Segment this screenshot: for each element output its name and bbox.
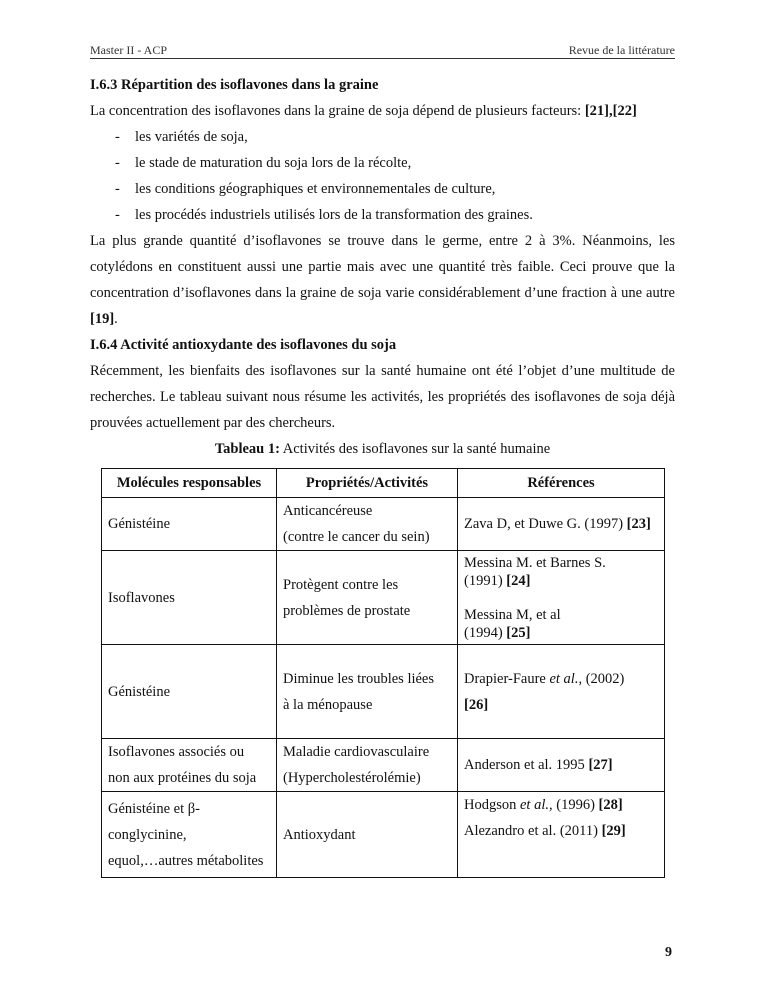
research-paragraph: Récemment, les bienfaits des isoflavones sur la santé humaine ont été l’objet d’une multitude de recherches. Le tableau suivant nous résume les activités, les propriétés des isoflavones de soja déjà prouvées actuellement par des chercheurs. <box>90 363 675 431</box>
section-heading-164: I.6.4 Activité antioxydante des isoflavones du soja <box>90 337 397 353</box>
reference-cell: Messina M. et Barnes S. (1991) [24] Messina M, et al (1994) [25] <box>458 551 665 645</box>
molecule-cell: Isoflavones associés ou non aux protéines du soja <box>102 739 277 792</box>
page-content <box>90 72 675 462</box>
column-header: Molécules responsables <box>102 469 277 498</box>
header-left: Master II - ACP <box>90 43 167 57</box>
list-item: - les variétés de soja, <box>90 124 675 150</box>
germ-paragraph: La plus grande quantité d’isoflavones se trouve dans le germe, entre 2 à 3%. Néanmoins, les cotylédons en constituent aussi une partie mais avec une quantité très faible. Ceci prouve que la concentration d’isoflavones dans la graine de soja varie considérablement d’une fraction à une autre [19]. <box>90 233 675 327</box>
factor-list <box>90 124 675 228</box>
intro-refs: [21],[22] <box>584 103 637 119</box>
molecule-cell: Génistéine <box>102 645 277 739</box>
list-item: - le stade de maturation du soja lors de la récolte, <box>90 150 675 176</box>
property-cell: Antioxydant <box>277 792 458 878</box>
list-item: - les procédés industriels utilisés lors de la transformation des graines. <box>90 202 675 228</box>
list-item: - les conditions géographiques et environnementales de culture, <box>90 176 675 202</box>
property-cell: Diminue les troubles liées à la ménopause <box>277 645 458 739</box>
reference-cell: Anderson et al. 1995 [27] <box>458 739 665 792</box>
page-number: 9 <box>665 945 672 960</box>
page-header <box>90 41 675 59</box>
molecule-cell: Isoflavones <box>102 551 277 645</box>
molecule-cell: Génistéine et β- conglycinine, equol,…autres métabolites <box>102 792 277 878</box>
column-header: Propriétés/Activités <box>277 469 458 498</box>
reference-cell: Hodgson et al., (1996) [28] Alezandro et al. (2011) [29] <box>458 792 665 878</box>
table-header-row <box>102 469 665 498</box>
column-header: Références <box>458 469 665 498</box>
property-cell: Protègent contre les problèmes de prostate <box>277 551 458 645</box>
paragraph-ref: [19] <box>90 311 115 327</box>
property-cell: Anticancéreuse (contre le cancer du sein) <box>277 498 458 551</box>
header-right: Revue de la littérature <box>568 43 675 57</box>
section-heading-163: I.6.3 Répartition des isoflavones dans la graine <box>90 77 379 93</box>
table-caption: Tableau 1: Activités des isoflavones sur la santé humaine <box>214 441 551 457</box>
intro-paragraph: La concentration des isoflavones dans la graine de soja dépend de plusieurs facteurs: [21],[22] <box>90 103 637 119</box>
table-row <box>102 645 665 739</box>
reference-cell: Zava D, et Duwe G. (1997) [23] <box>458 498 665 551</box>
property-cell: Maladie cardiovasculaire (Hypercholestérolémie) <box>277 739 458 792</box>
table-row <box>102 551 665 645</box>
table-row <box>102 739 665 792</box>
table-row <box>102 498 665 551</box>
isoflavone-activities-table <box>101 468 665 878</box>
molecule-cell: Génistéine <box>102 498 277 551</box>
table-row <box>102 792 665 878</box>
reference-cell: Drapier-Faure et al., (2002) [26] <box>458 645 665 739</box>
